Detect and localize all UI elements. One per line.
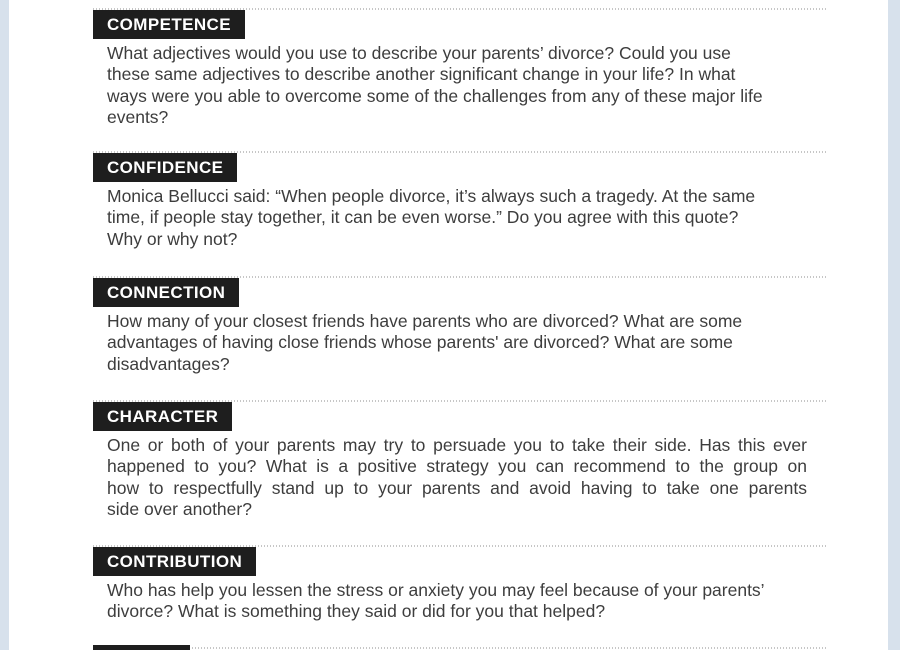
question-text-line: Why or why not? (107, 228, 238, 249)
question-text-line: Monica Bellucci said: “When people divorce, it’s always such a tragedy. At the same (107, 186, 756, 206)
question-text-line: disadvantages? (107, 353, 230, 374)
contribution-question (107, 580, 807, 623)
competence-question (107, 43, 807, 128)
question-text-line: divorce? What is something they said or did for you that helped? (107, 601, 606, 622)
confidence-question (107, 186, 807, 250)
section-connection (93, 276, 828, 376)
contribution-label: CONTRIBUTION (93, 547, 256, 576)
right-margin-strip (888, 0, 900, 650)
connection-label: CONNECTION (93, 278, 239, 307)
question-text-line: One or both of your parents may try to persuade you to take their side. Has this ever (107, 435, 807, 455)
section-confidence (93, 151, 828, 251)
connection-question (107, 311, 807, 375)
question-text-line: happened to you? What is a positive strategy you can recommend to the group on (107, 456, 807, 477)
question-text-line: ways were you able to overcome some of the challenges from any of these major life (107, 85, 763, 106)
question-text-line: side over another? (107, 498, 252, 519)
character-question (107, 435, 807, 520)
question-text-line: What adjectives would you use to describe your parents’ divorce? Could you use (107, 43, 731, 63)
question-text-line: how to respectfully stand up to your parents and avoid having to take one parents (107, 477, 807, 498)
section-competence (93, 8, 828, 128)
question-text-line: advantages of having close friends whose parents' are divorced? What are some (107, 332, 733, 353)
question-text-line: How many of your closest friends have parents who are divorced? What are some (107, 311, 743, 331)
left-margin-strip (0, 0, 9, 650)
question-text-line: these same adjectives to describe another significant change in your life? In what (107, 64, 736, 85)
section-character (93, 400, 828, 520)
question-text-line: Who has help you lessen the stress or anxiety you may feel because of your parents’ (107, 580, 765, 600)
question-text-line: events? (107, 106, 169, 127)
dotted-rule (93, 647, 828, 649)
confidence-label: CONFIDENCE (93, 153, 237, 182)
question-text-line: time, if people stay together, it can be even worse.” Do you agree with this quote? (107, 207, 739, 228)
character-label: CHARACTER (93, 402, 232, 431)
competence-label: COMPETENCE (93, 10, 245, 39)
next-section-label-clipped (93, 645, 190, 650)
section-contribution (93, 545, 828, 625)
